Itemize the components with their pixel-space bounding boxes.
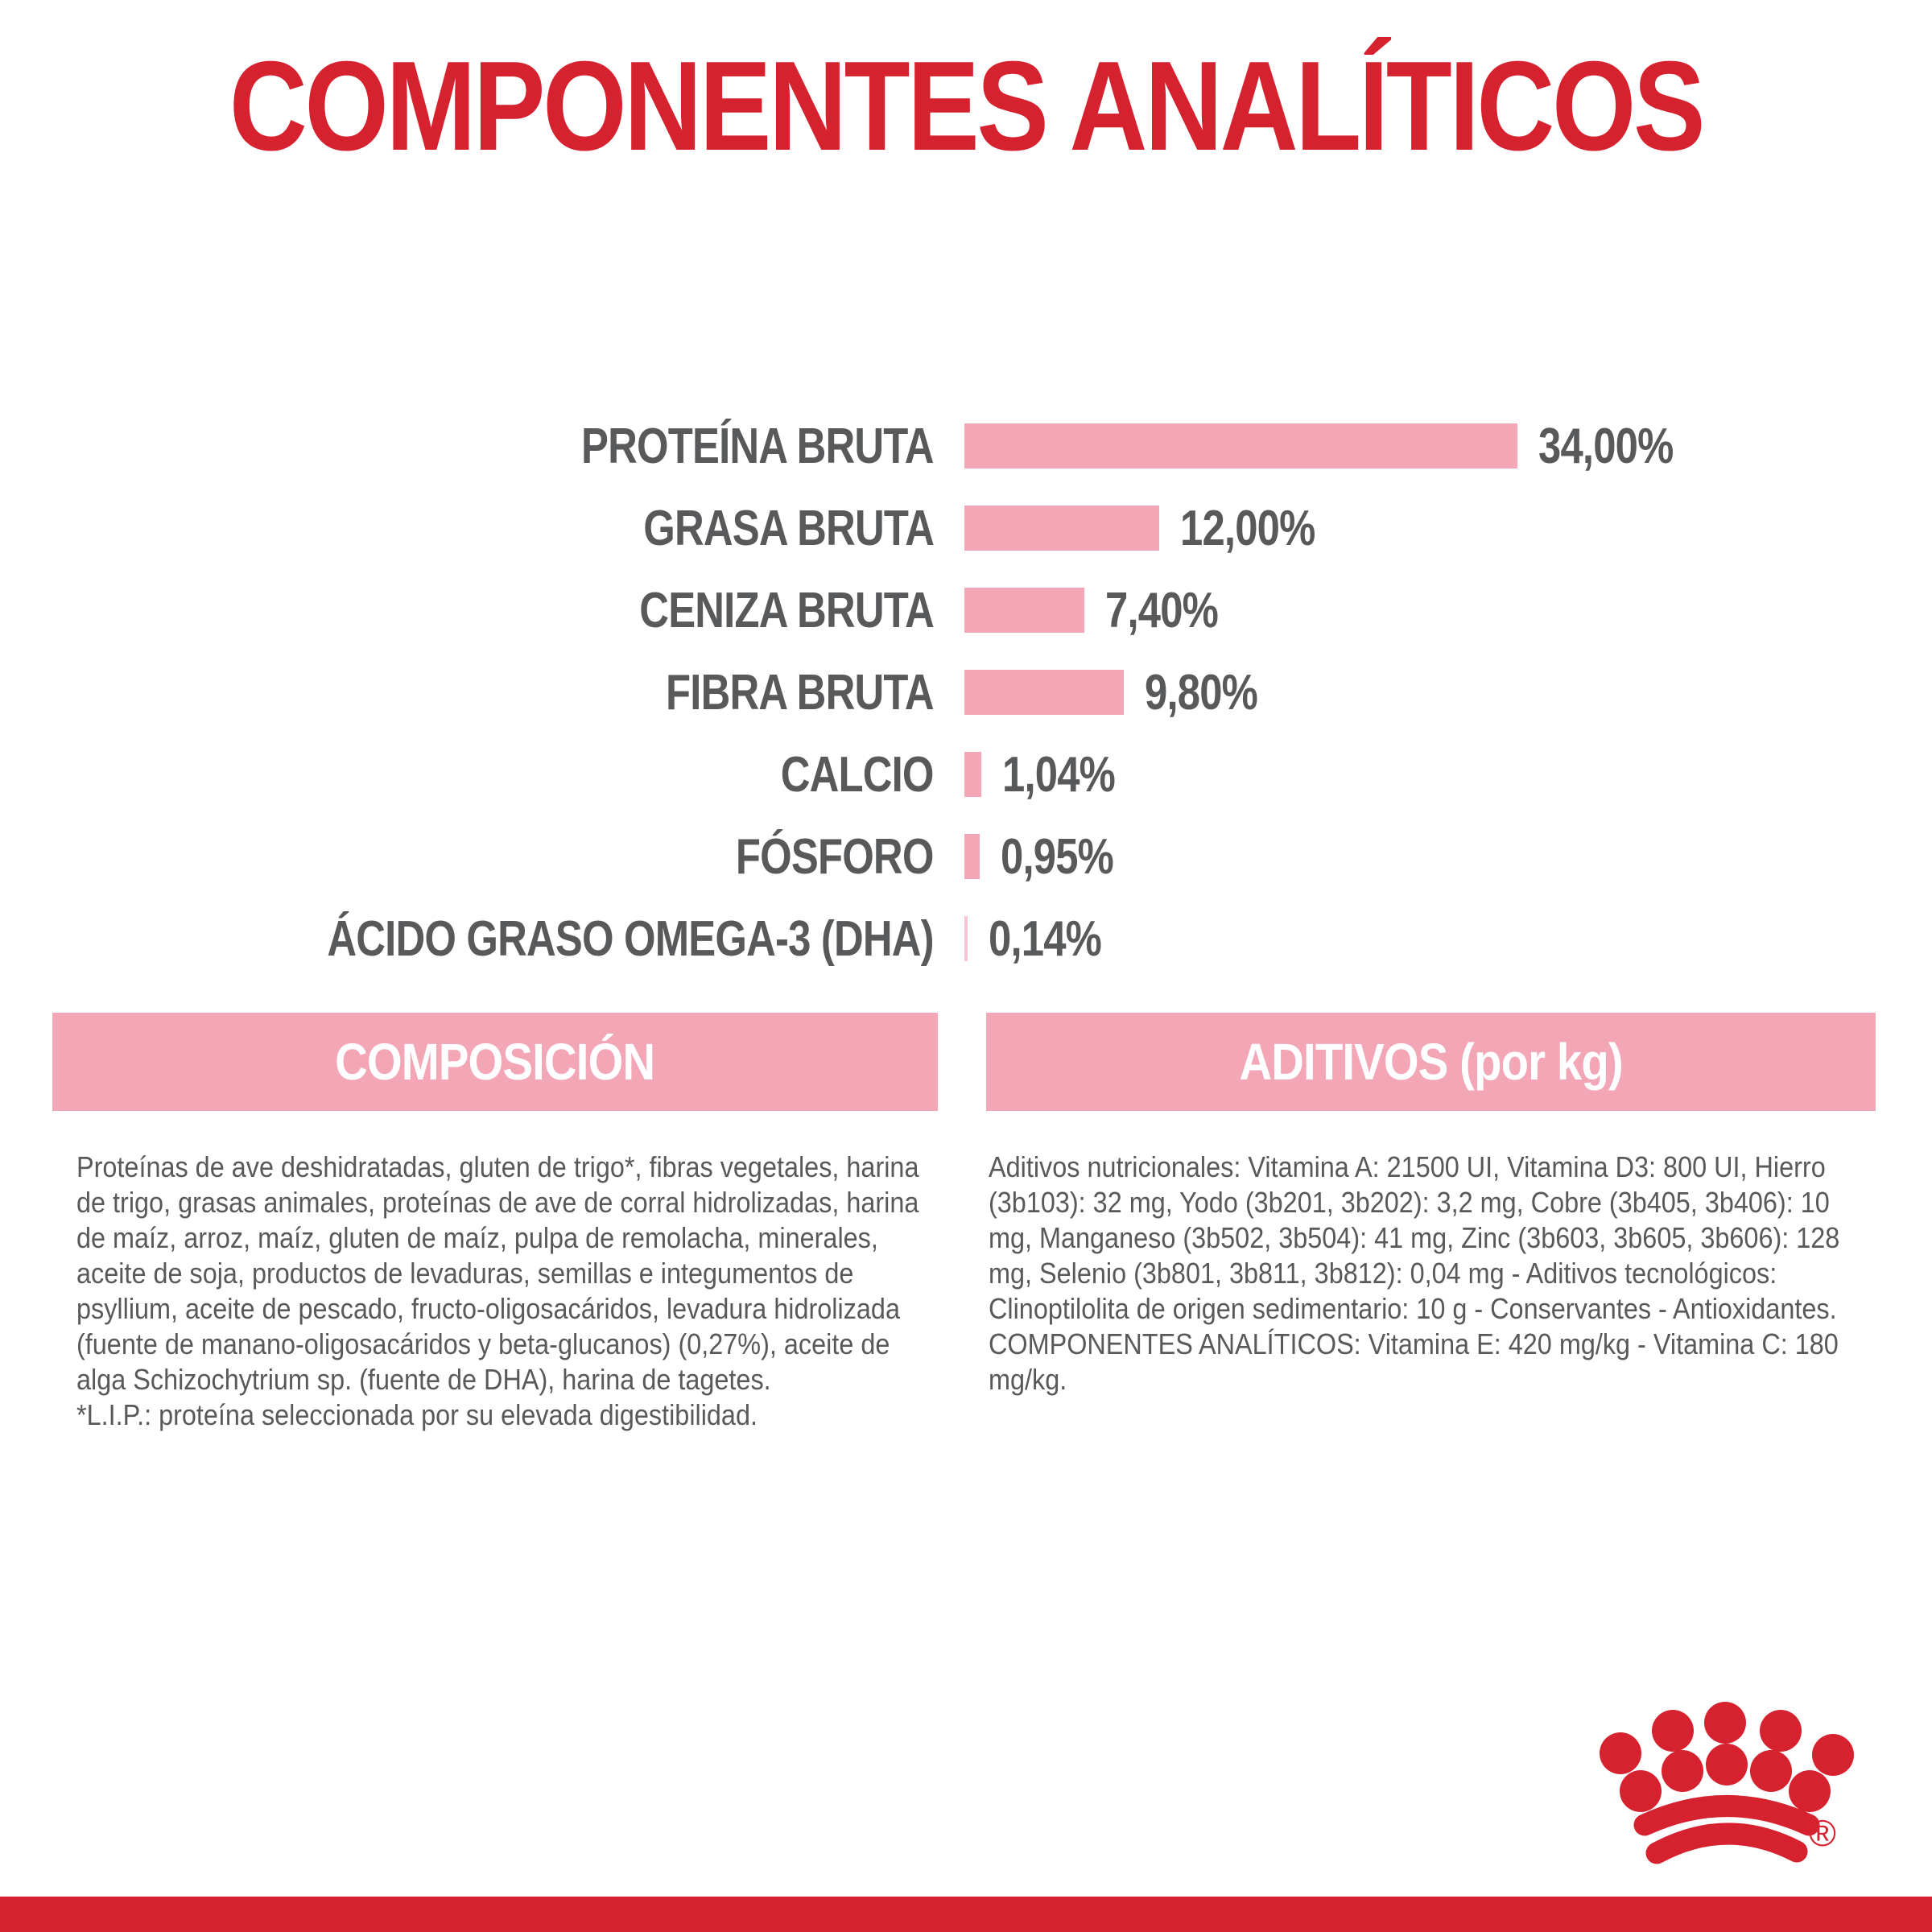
chart-row-value: 12,00%	[1180, 500, 1315, 556]
chart-bar	[964, 588, 1084, 633]
aditivos-body2: COMPONENTES ANALÍTICOS: Vitamina E: 420 mg/kg - Vitamina C: 180 mg/kg.	[989, 1327, 1839, 1396]
chart-row-value: 1,04%	[1002, 746, 1116, 803]
chart-row-label: GRASA BRUTA	[643, 500, 934, 556]
aditivos-text	[989, 1150, 1865, 1397]
chart-row-value: 0,95%	[1001, 828, 1114, 885]
aditivos-body: Aditivos nutricionales: Vitamina A: 21500 UI, Vitamina D3: 800 UI, Hierro (3b103): 32 mg, Yodo (3b201, 3b202): 3,2 mg, Cobre (3b405, 3b406): 10 mg, Manganeso (3b502, 3b504): 41 mg, Zinc (3b603, 3b605, 3b606): 128 mg, Selenio (3b801, 3b811, 3b812): 0,04 mg - Aditivos tecnológicos: Clinoptilolita de origen sedimentario: 10 g - Conservantes - Antioxidantes.	[989, 1150, 1840, 1325]
chart-row	[0, 487, 1932, 569]
aditivos-header: ADITIVOS (por kg)	[1239, 1033, 1623, 1091]
chart-row-value: 34,00%	[1538, 418, 1674, 474]
chart-row-label: FÓSFORO	[736, 828, 934, 885]
composicion-body: Proteínas de ave deshidratadas, gluten de trigo*, fibras vegetales, harina de trigo, grasas animales, proteínas de ave de corral hidrolizadas, harina de maíz, arroz, maíz, gluten de maíz, pulpa de remolacha, minerales, aceite de soja, productos de levaduras, semillas e integumentos de psyllium, aceite de pescado, fructo-oligosacáridos, levadura hidrolizada (fuente de manano-oligosacáridos y beta-glucanos) (0,27%), aceite de alga Schizochytrium sp. (fuente de DHA), harina de tagetes.	[76, 1150, 919, 1396]
page-title: COMPONENTES ANALÍTICOS	[229, 35, 1703, 177]
chart-row-label: ÁCIDO GRASO OMEGA-3 (DHA)	[327, 910, 934, 967]
chart-row-value: 0,14%	[989, 910, 1102, 967]
aditivos-header-band	[986, 1013, 1876, 1111]
chart-row	[0, 651, 1932, 733]
chart-row-label: PROTEÍNA BRUTA	[581, 418, 934, 474]
composicion-header-band	[52, 1013, 938, 1111]
chart-row	[0, 733, 1932, 815]
chart-row	[0, 815, 1932, 898]
chart-bar	[964, 834, 980, 879]
registered-trademark-icon: ®	[1809, 1812, 1836, 1854]
composicion-header: COMPOSICIÓN	[335, 1033, 655, 1091]
chart-bar	[964, 752, 981, 797]
royal-canin-crown-logo	[1594, 1700, 1892, 1901]
chart-row-label: FIBRA BRUTA	[666, 664, 934, 720]
chart-bar	[964, 423, 1517, 469]
chart-row-value: 7,40%	[1105, 582, 1219, 638]
chart-row-label: CENIZA BRUTA	[639, 582, 934, 638]
chart-row-label: CALCIO	[781, 746, 934, 803]
chart-bar	[964, 916, 968, 961]
composicion-footnote: *L.I.P.: proteína seleccionada por su elevada digestibilidad.	[76, 1398, 758, 1431]
chart-row	[0, 569, 1932, 651]
chart-row	[0, 405, 1932, 487]
chart-bar	[964, 506, 1159, 551]
bottom-red-bar	[0, 1897, 1932, 1932]
chart-row	[0, 898, 1932, 980]
chart-row-value: 9,80%	[1145, 664, 1258, 720]
analytical-components-chart	[0, 405, 1932, 980]
composicion-text	[76, 1150, 928, 1433]
chart-bar	[964, 670, 1124, 715]
